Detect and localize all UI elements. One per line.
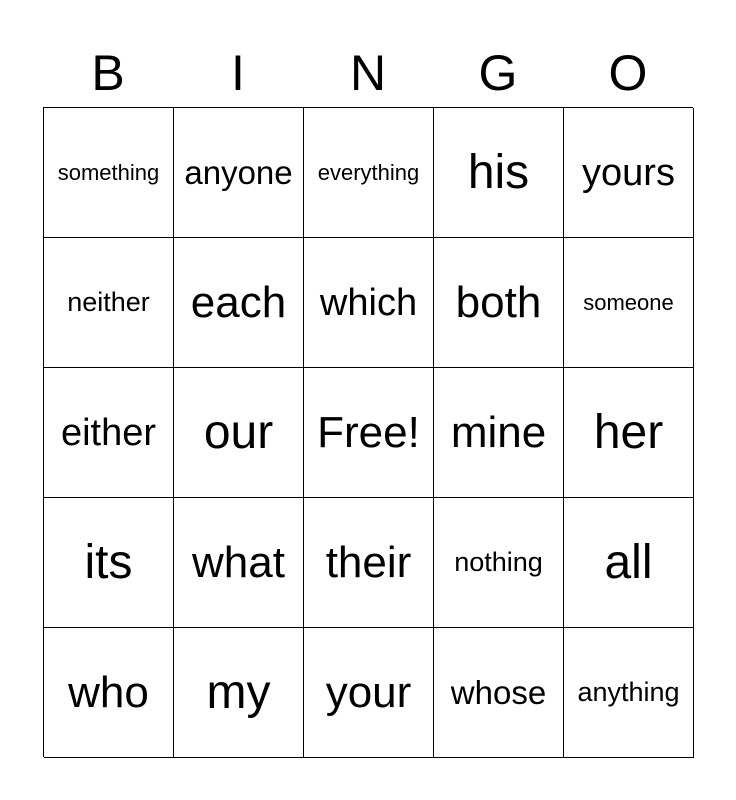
bingo-cell[interactable]: all: [564, 498, 694, 628]
header-letter-n: N: [349, 45, 387, 101]
bingo-cell[interactable]: whose: [434, 628, 564, 758]
bingo-cell[interactable]: what: [174, 498, 304, 628]
bingo-cell[interactable]: who: [44, 628, 174, 758]
header-letter-g: G: [478, 45, 518, 101]
bingo-cell[interactable]: our: [174, 368, 304, 498]
bingo-cell[interactable]: anything: [564, 628, 694, 758]
bingo-cell[interactable]: your: [304, 628, 434, 758]
bingo-cell[interactable]: someone: [564, 238, 694, 368]
bingo-cell[interactable]: each: [174, 238, 304, 368]
bingo-cell[interactable]: both: [434, 238, 564, 368]
bingo-cell[interactable]: its: [44, 498, 174, 628]
bingo-cell[interactable]: either: [44, 368, 174, 498]
bingo-cell[interactable]: something: [44, 108, 174, 238]
header-letter-o: O: [608, 45, 648, 101]
bingo-cell[interactable]: anyone: [174, 108, 304, 238]
bingo-header: [43, 40, 693, 106]
bingo-cell[interactable]: neither: [44, 238, 174, 368]
header-letter-i: I: [231, 45, 245, 101]
header-letter-b: B: [91, 45, 125, 101]
bingo-cell[interactable]: yours: [564, 108, 694, 238]
bingo-cell[interactable]: my: [174, 628, 304, 758]
bingo-cell[interactable]: his: [434, 108, 564, 238]
bingo-cell[interactable]: her: [564, 368, 694, 498]
bingo-cell[interactable]: mine: [434, 368, 564, 498]
bingo-board: [43, 107, 693, 757]
free-space[interactable]: Free!: [304, 368, 434, 498]
bingo-cell[interactable]: nothing: [434, 498, 564, 628]
bingo-cell[interactable]: their: [304, 498, 434, 628]
bingo-cell[interactable]: which: [304, 238, 434, 368]
bingo-cell[interactable]: everything: [304, 108, 434, 238]
